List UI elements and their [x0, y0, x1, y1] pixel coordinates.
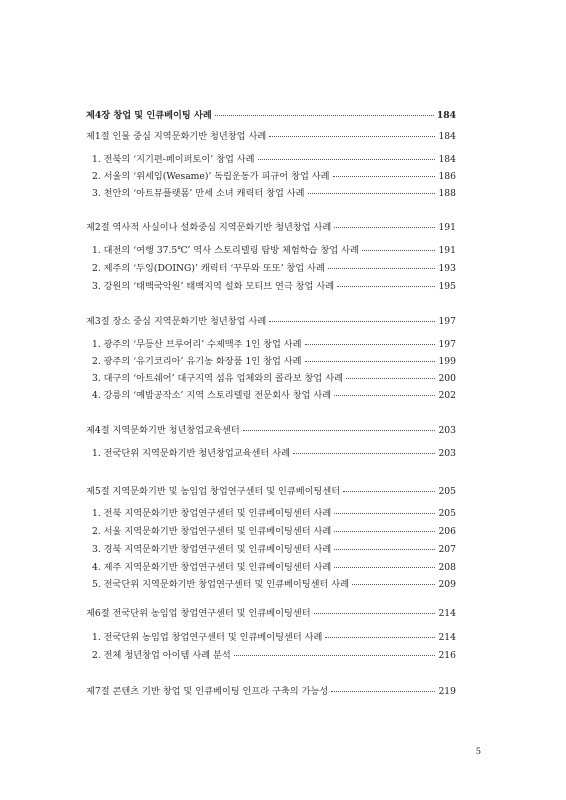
entry-label: 제7절 콘텐츠 기반 창업 및 인큐베이팅 인프라 구축의 가능성 [86, 686, 329, 697]
entry-label: 4. 강릉의 ‘예밥공작소’ 지역 스토리텔링 전문회사 창업 사례 [92, 390, 332, 401]
entry-page-number: 193 [438, 263, 456, 274]
dot-leader [215, 115, 434, 116]
entry-label: 제4장 창업 및 인큐베이팅 사례 [86, 110, 212, 121]
subsection-entry[interactable] [92, 373, 456, 385]
entry-page-number: 195 [438, 281, 456, 292]
subsection-entry[interactable] [92, 562, 456, 574]
section-entry[interactable] [86, 486, 456, 498]
subsection-entry[interactable] [92, 650, 456, 662]
subsection-entry[interactable] [92, 154, 456, 166]
entry-page-number: 203 [438, 448, 456, 459]
dot-leader [337, 286, 435, 287]
dot-leader [328, 268, 436, 269]
subsection-entry[interactable] [92, 356, 456, 368]
entry-label: 제6절 전국단위 농임업 창업연구센터 및 인큐베이팅센터 [86, 608, 311, 619]
entry-label: 1. 대전의 ‘여행 37.5℃’ 역사 스토리텔링 탐방 체험학습 창업 사례 [92, 245, 359, 256]
dot-leader [308, 193, 436, 194]
entry-label: 제1절 인물 중심 지역문화기반 청년창업 사례 [86, 131, 267, 142]
entry-page-number: 214 [438, 632, 456, 643]
subsection-entry[interactable] [92, 448, 456, 460]
entry-label: 3. 경북 지역문화기반 창업연구센터 및 인큐베이팅센터 사례 [92, 544, 332, 555]
entry-label: 제3절 장소 중심 지역문화기반 청년창업 사례 [86, 316, 267, 327]
subsection-entry[interactable] [92, 245, 456, 257]
dot-leader [269, 321, 435, 322]
entry-page-number: 200 [438, 373, 456, 384]
dot-leader [362, 250, 436, 251]
entry-page-number: 197 [438, 316, 456, 327]
entry-label: 2. 서울의 ‘위세임(Wesame)’ 독립운동가 피규어 창업 사례 [92, 171, 330, 182]
section-entry[interactable] [86, 686, 456, 698]
subsection-entry[interactable] [92, 508, 456, 520]
entry-label: 4. 제주 지역문화기반 창업연구센터 및 인큐베이팅센터 사례 [92, 562, 332, 573]
dot-leader [346, 378, 435, 379]
entry-page-number: 184 [436, 110, 456, 121]
entry-page-number: 184 [438, 154, 456, 165]
entry-label: 3. 천안의 ‘아트뮤플랫폼’ 만세 소녀 캐릭터 창업 사례 [92, 188, 305, 199]
subsection-entry[interactable] [92, 544, 456, 556]
entry-label: 2. 서울 지역문화기반 창업연구센터 및 인큐베이팅센터 사례 [92, 526, 332, 537]
section-entry[interactable] [86, 131, 456, 143]
entry-label: 2. 제주의 ‘두잉(DOING)’ 캐릭터 ‘꾸무와 또또’ 창업 사례 [92, 263, 325, 274]
subsection-entry[interactable] [92, 526, 456, 538]
dot-leader [334, 513, 435, 514]
entry-page-number: 203 [438, 425, 456, 436]
entry-label: 5. 전국단위 지역문화기반 창업연구센터 및 인큐베이팅센터 사례 [92, 579, 350, 590]
section-entry[interactable] [86, 222, 456, 234]
dot-leader [331, 691, 435, 692]
subsection-entry[interactable] [92, 579, 456, 591]
entry-label: 3. 대구의 ‘아트쉐어’ 대구지역 섬유 업체와의 콜라보 창업 사례 [92, 373, 343, 384]
chapter-entry[interactable] [86, 110, 456, 122]
subsection-entry[interactable] [92, 339, 456, 351]
entry-page-number: 184 [438, 131, 456, 142]
dot-leader [314, 613, 436, 614]
subsection-entry[interactable] [92, 390, 456, 402]
page-number: 5 [476, 747, 481, 757]
section-entry[interactable] [86, 316, 456, 328]
entry-page-number: 205 [438, 486, 456, 497]
entry-label: 1. 전북 지역문화기반 창업연구센터 및 인큐베이팅센터 사례 [92, 508, 332, 519]
section-entry[interactable] [86, 608, 456, 620]
entry-label: 제5절 지역문화기반 및 농임업 창업연구센터 및 인큐베이팅센터 [86, 486, 341, 497]
entry-label: 3. 강원의 ‘태백국악원’ 태백지역 설화 모티브 연극 창업 사례 [92, 281, 335, 292]
entry-page-number: 216 [438, 650, 456, 661]
subsection-entry[interactable] [92, 188, 456, 200]
entry-page-number: 191 [438, 245, 456, 256]
dot-leader [333, 176, 436, 177]
entry-label: 1. 전북의 ‘지기편-페이퍼토이’ 창업 사례 [92, 154, 255, 165]
entry-label: 제4절 지역문화기반 청년창업교육센터 [86, 425, 240, 436]
entry-label: 2. 전체 청년창업 아이템 사례 분석 [92, 650, 231, 661]
dot-leader [352, 584, 435, 585]
entry-label: 1. 전국단위 농임업 창업연구센터 및 인큐베이팅센터 사례 [92, 632, 323, 643]
entry-page-number: 188 [438, 188, 456, 199]
dot-leader [343, 491, 435, 492]
entry-page-number: 202 [438, 390, 456, 401]
dot-leader [325, 637, 435, 638]
dot-leader [243, 430, 436, 431]
entry-page-number: 207 [438, 544, 456, 555]
dot-leader [334, 395, 435, 396]
dot-leader [305, 344, 436, 345]
entry-page-number: 219 [438, 686, 456, 697]
subsection-entry[interactable] [92, 632, 456, 644]
entry-page-number: 208 [438, 562, 456, 573]
subsection-entry[interactable] [92, 281, 456, 293]
entry-page-number: 205 [438, 508, 456, 519]
dot-leader [334, 567, 435, 568]
entry-page-number: 214 [438, 608, 456, 619]
dot-leader [234, 655, 436, 656]
dot-leader [334, 531, 435, 532]
dot-leader [258, 159, 436, 160]
entry-label: 1. 전국단위 지역문화기반 청년창업교육센터 사례 [92, 448, 290, 459]
dot-leader [334, 227, 435, 228]
entry-page-number: 191 [438, 222, 456, 233]
entry-page-number: 199 [438, 356, 456, 367]
entry-page-number: 209 [438, 579, 456, 590]
dot-leader [293, 453, 436, 454]
entry-label: 2. 광주의 ‘유기코리아’ 유기농 화장품 1인 창업 사례 [92, 356, 302, 367]
entry-page-number: 186 [438, 171, 456, 182]
subsection-entry[interactable] [92, 263, 456, 275]
dot-leader [305, 361, 436, 362]
entry-page-number: 206 [438, 526, 456, 537]
subsection-entry[interactable] [92, 171, 456, 183]
section-entry[interactable] [86, 425, 456, 437]
entry-label: 제2절 역사적 사실이나 설화중심 지역문화기반 청년창업 사례 [86, 222, 332, 233]
dot-leader [269, 136, 435, 137]
dot-leader [334, 549, 435, 550]
entry-page-number: 197 [438, 339, 456, 350]
entry-label: 1. 광주의 ‘무등산 브루어리’ 수제맥주 1인 창업 사례 [92, 339, 302, 350]
